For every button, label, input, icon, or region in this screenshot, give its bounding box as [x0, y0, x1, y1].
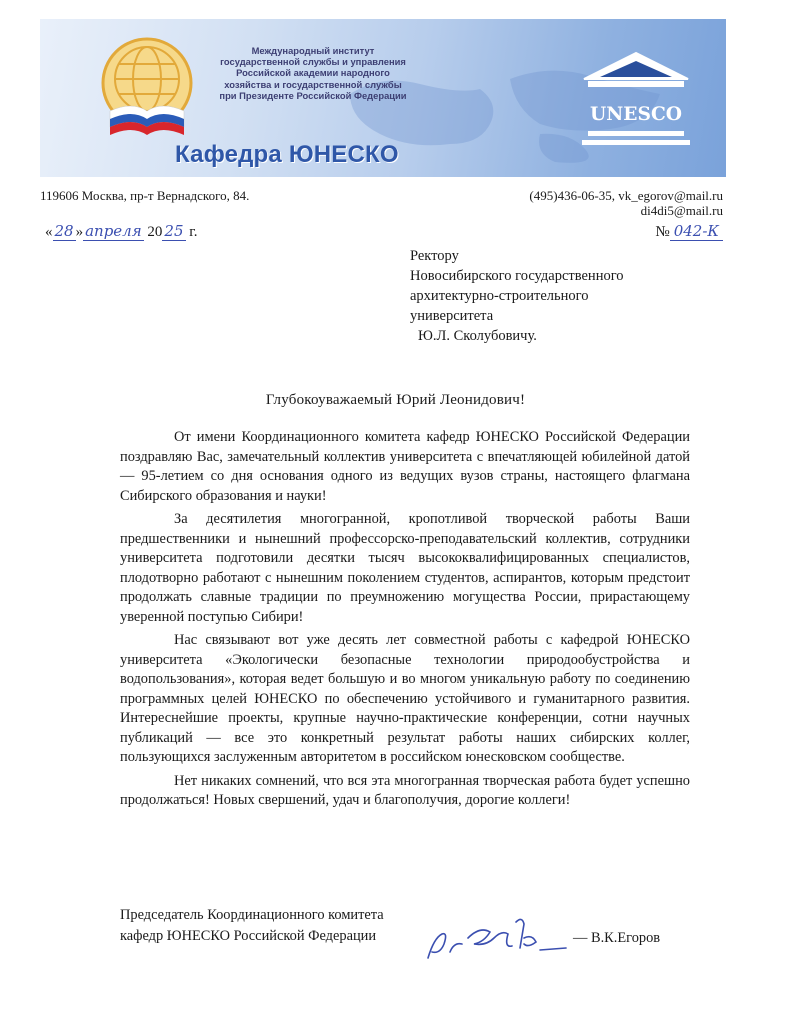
unesco-logo-text: UNESCO [590, 103, 682, 125]
institute-line: Российской академии народного [236, 67, 390, 79]
body-paragraph: Нас связывают вот уже десять лет совместной работы с кафедрой ЮНЕСКО университета «Экологически безопасные технологии природообустройства и водопользования», которая ведет большую и во многом уникальную работу по соединению программных целей ЮНЕСКО по обеспечению устойчивого и гуманитарного развития. Интереснейшие проекты, крупные научно-практические конференции, сотни научных публикаций — все это конкретный результат работы наших сибирских коллег, пользующихся заслуженным авторитетом в российском юнесковском сообществе. [120, 632, 690, 765]
sender-contacts [529, 188, 723, 218]
greeting: Глубокоуважаемый Юрий Леонидович! [265, 392, 526, 408]
recipient-line: университета [410, 308, 494, 324]
sender-address: 119606 Москва, пр-т Вернадского, 84. [40, 188, 250, 203]
handwritten-signature [420, 908, 570, 964]
reg-number-value: 042-К [670, 222, 723, 241]
registration-number [655, 222, 723, 241]
institute-line: Международный институт [251, 45, 375, 56]
body-paragraph: От имени Координационного комитета кафедр ЮНЕСКО Российской Федерации поздравляю Вас, замечательный коллектив университета с впечатляющей юбилейной датой — 95-летием со дня основания одного из ведущих вузов страны, настоящего флагмана Сибирского образования и науки! [120, 429, 690, 504]
institute-name [208, 45, 418, 101]
letter-date [45, 222, 197, 241]
signatory-title [120, 905, 384, 947]
date-year-prefix: 20 [147, 224, 163, 240]
date-day: 28 [54, 222, 74, 240]
institute-line: хозяйства и государственной службы [224, 78, 402, 90]
recipient-line: Ректору [410, 248, 459, 264]
recipient-name: Ю.Л. Сколубовичу. [418, 328, 537, 344]
unesco-temple-logo [580, 49, 692, 159]
date-quote-open: « [45, 224, 53, 240]
signatory-title-line: Председатель Координационного комитета [120, 907, 384, 923]
date-month: апреля [85, 222, 142, 240]
recipient-line: архитектурно-строительного [410, 288, 589, 304]
institute-emblem-icon [92, 31, 202, 141]
body-paragraph: За десятилетия многогранной, кропотливой творческой работы Ваши предшественники и нынешний профессорско-преподавательский коллектив, сотрудники университета подготовили десятки тысяч высококвалифицированных специалистов, плодотворно работают с нынешним поколением студентов, аспирантов, которым предстоит продолжать славные традиции по преумножению могущества России, прирастающему уверенной поступью Сибири! [120, 511, 690, 625]
institute-line: государственной службы и управления [220, 56, 406, 68]
sender-email2: di4di5@mail.ru [640, 203, 723, 218]
date-year-end: г. [189, 224, 198, 240]
date-year-suffix: 25 [164, 222, 184, 240]
reg-number-prefix: № [655, 224, 670, 240]
recipient-line: Новосибирского государственного [410, 268, 624, 284]
sender-phone-email: (495)436-06-35, vk_egorov@mail.ru [529, 188, 723, 203]
date-quote-close: » [75, 224, 84, 240]
recipient-block [410, 246, 624, 346]
signatory-title-line: кафедр ЮНЕСКО Российской Федерации [120, 928, 377, 944]
department-title: Кафедра ЮНЕСКО [175, 141, 399, 168]
signatory-name: — В.К.Егоров [573, 930, 661, 946]
institute-line: при Президенте Российской Федерации [219, 89, 407, 101]
body-paragraph: Нет никаких сомнений, что вся эта многогранная творческая работа будет успешно продолжаться! Новых свершений, удач и благополучия, дорогие коллеги! [120, 772, 690, 808]
letter-body [120, 428, 690, 815]
letterhead-banner [40, 19, 726, 177]
